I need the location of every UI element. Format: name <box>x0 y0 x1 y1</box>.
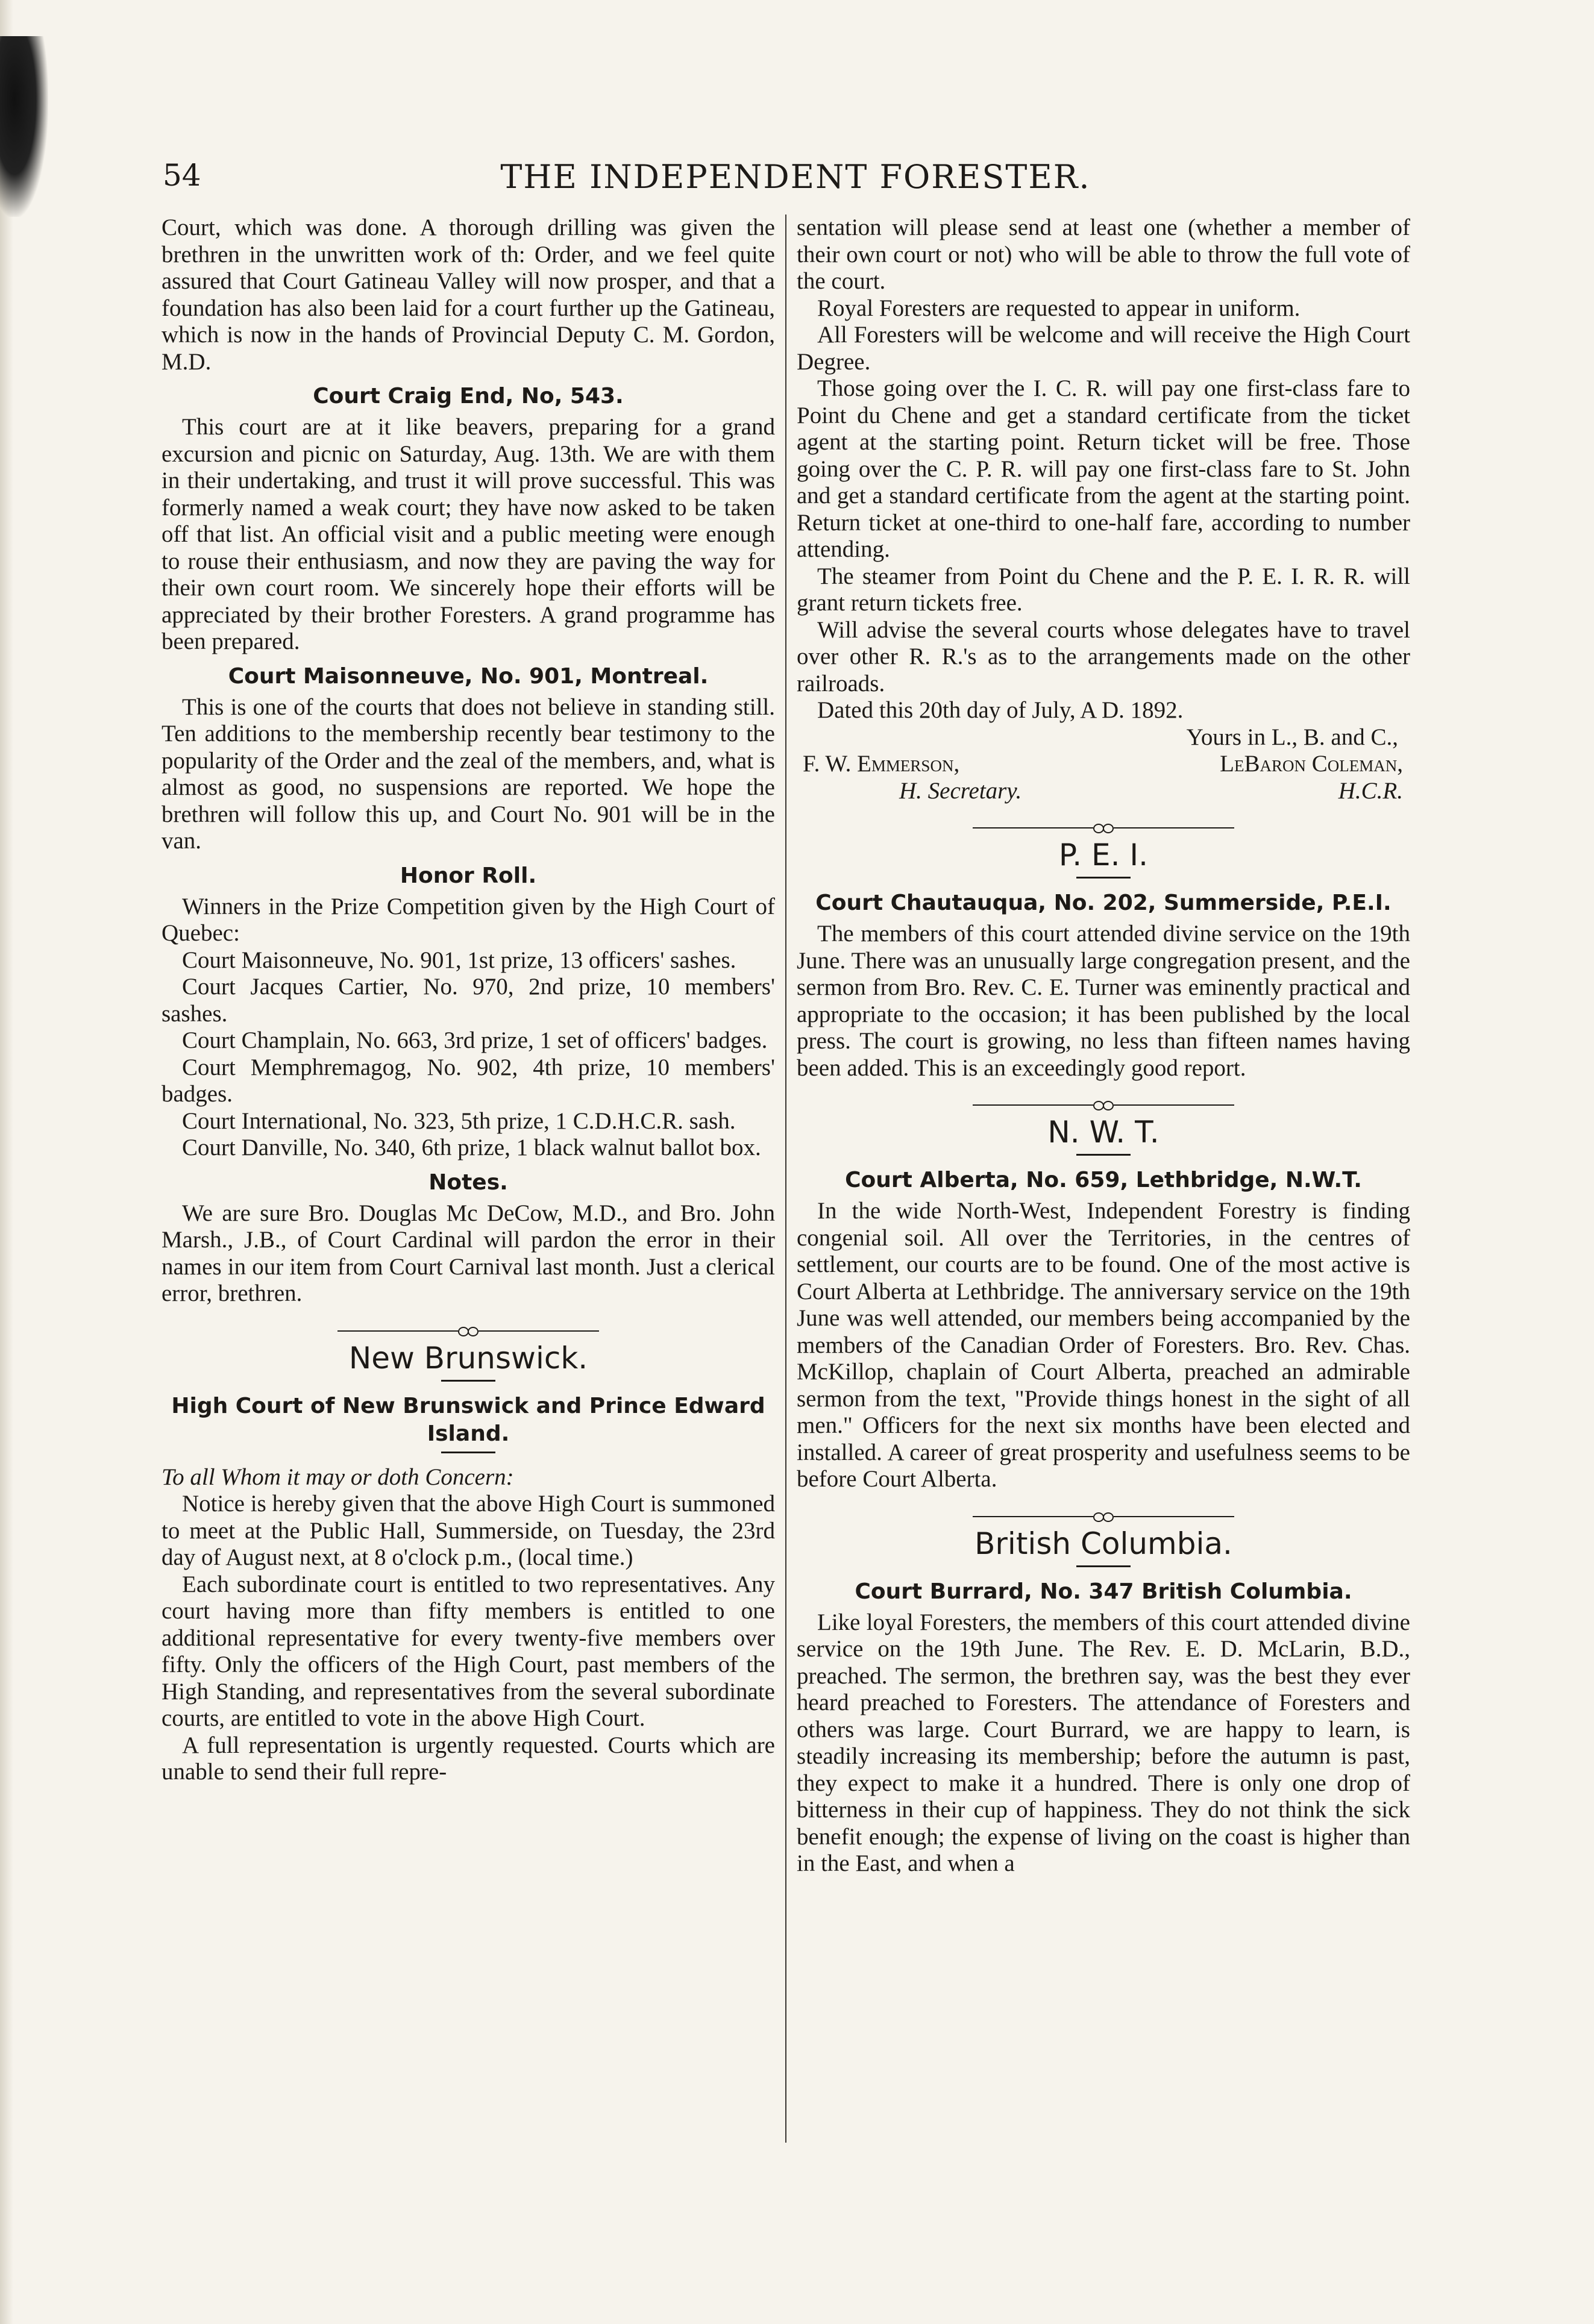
right-column <box>797 215 1410 1878</box>
heading-court-alberta: Court Alberta, No. 659, Lethbridge, N.W.T. <box>845 1168 1362 1192</box>
honor-roll-item: Court Memphremagog, No. 902, 4th prize, 10 members' badges. <box>162 1054 775 1107</box>
paragraph-advise: Will advise the several courts whose delegates have to travel over other R. R.'s as to the arrangements made on the other railroads. <box>797 616 1410 697</box>
paragraph-notice: Notice is hereby given that the above High Court is summoned to meet at the Public Hall, Summerside, on Tuesday, the 23rd day of August next, at 8 o'clock p.m., (local time.) <box>162 1491 775 1570</box>
signature-names <box>797 751 1410 778</box>
paragraph-alberta: In the wide North-West, Independent Forestry is finding congenial soil. All over the Territories, in the centres of settlement, our courts are to be found. One of the most active is Court Alberta at Lethbridge. The anniversary service on the 19th June was well attended, our members being accompanied by the members of the Canadian Order of Foresters. Bro. Rev. Chas. McKillop, chaplain of Court Alberta, preached an admirable sermon from the text, "Provide things honest in the sight of all men." Officers for the next six months have been elected and installed. A career of great prosperity and usefulness seems to be before Court Alberta. <box>797 1198 1410 1492</box>
page-number: 54 <box>163 158 201 193</box>
heading-court-maisonneuve: Court Maisonneuve, No. 901, Montreal. <box>228 663 709 689</box>
title-hcr: H.C.R. <box>1338 777 1403 804</box>
scan-edge-shadow <box>0 0 13 2324</box>
signature-coleman: LeBaron Coleman, <box>1220 751 1403 777</box>
honor-roll-intro: Winners in the Prize Competition given by the High Court of Quebec: <box>162 893 775 946</box>
signature-emmerson: F. W. Emmerson, <box>803 751 960 777</box>
heading-court-burrard: Court Burrard, No. 347 British Columbia. <box>855 1579 1352 1604</box>
paragraph-chautauqua: The members of this court attended divine service on the 19th June. There was an unusually large congregation present, and the sermon from Bro. Rev. C. E. Turner was eminently practical and appropriate to the occasion; it has been published by the local press. The court is growing, no less than fifteen names having been added. This is an exceedingly good report. <box>797 921 1410 1081</box>
honor-roll-item: Court Danville, No. 340, 6th prize, 1 black walnut ballot box. <box>182 1135 761 1160</box>
paragraph-steamer: The steamer from Point du Chene and the P. E. I. R. R. will grant return tickets free. <box>797 563 1410 616</box>
short-rule <box>1076 1565 1131 1567</box>
paragraph-full-representation: A full representation is urgently requested. Courts which are unable to send their full repre- <box>162 1732 775 1785</box>
honor-roll-item: Court Champlain, No. 663, 3rd prize, 1 set of officers' badges. <box>182 1027 768 1053</box>
section-ornament <box>797 813 1410 828</box>
paragraph-gatineau: Court, which was done. A thorough drilling was given the brethren in the unwritten work of th: Order, and we feel quite assured that Court Gatineau Valley will now prosper, and that a foundation has also been laid for a court further up the Gatineau, which is now in the hands of Provincial Deputy C. M. Gordon, M.D. <box>162 215 775 375</box>
section-title-british-columbia: British Columbia. <box>974 1526 1232 1561</box>
paragraph-representatives: Each subordinate court is entitled to two representatives. Any court having more than fifty members is entitled to one additional representative for every twenty-five members over fifty. Only the officers of the High Court, past members of the High Standing, and representatives from the several subordinate courts, are entitled to vote in the above High Court. <box>162 1571 775 1731</box>
left-column <box>162 215 775 1786</box>
closing-salutation: Yours in L., B. and C., <box>1186 724 1398 750</box>
dated-line: Dated this 20th day of July, A D. 1892. <box>817 697 1184 723</box>
title-secretary: H. Secretary. <box>899 777 1022 804</box>
short-rule <box>1076 877 1131 879</box>
honor-roll-item: Court Maisonneuve, No. 901, 1st prize, 13 officers' sashes. <box>182 947 736 973</box>
scan-binding-mark <box>0 36 48 217</box>
section-ornament <box>162 1316 775 1332</box>
short-rule <box>441 1380 495 1382</box>
paragraph-travel: Those going over the I. C. R. will pay one first-class fare to Point du Chene and get a standard certificate from the ticket agent at the starting point. Return ticket will be free. Those going over the C. P. R. will pay one first-class fare to St. John and get a standard certificate from the agent at the starting point. Return ticket at one-third to one-half fare, according to number attending. <box>797 375 1410 562</box>
section-ornament <box>797 1090 1410 1106</box>
column-divider <box>785 215 786 2143</box>
section-title-pei: P. E. I. <box>1058 838 1149 872</box>
paragraph-craig-end: This court are at it like beavers, preparing for a grand excursion and picnic on Saturday, Aug. 13th. We are with them in their undertaking, and trust it will prove successful. This was formerly named a weak court; they have now asked to be taken off that list. An official visit and a public meeting were enough to rouse their enthusiasm, and now they are paving the way for their own court room. We sincerely hope their efforts will be appreciated by their brother Foresters. A grand programme has been prepared. <box>162 414 775 654</box>
page-header <box>163 158 1428 200</box>
short-rule <box>441 1452 495 1453</box>
heading-notes: Notes. <box>428 1170 508 1195</box>
paragraph-notes: We are sure Bro. Douglas Mc DeCow, M.D., and Bro. John Marsh., J.B., of Court Cardinal will pardon the error in their names in our item from Court Carnival last month. Just a clerical error, brethren. <box>162 1200 775 1306</box>
heading-court-chautauqua: Court Chautauqua, No. 202, Summerside, P.E.I. <box>815 891 1392 915</box>
heading-honor-roll: Honor Roll. <box>400 863 537 888</box>
honor-roll-item: Court International, No. 323, 5th prize, 1 C.D.H.C.R. sash. <box>182 1107 736 1134</box>
paragraph-royal-foresters: Royal Foresters are requested to appear in uniform. <box>817 295 1301 321</box>
section-title-new-brunswick: New Brunswick. <box>348 1340 588 1376</box>
honor-roll-item: Court Jacques Cartier, No. 970, 2nd prize, 10 members' sashes. <box>162 974 775 1027</box>
section-ornament <box>797 1502 1410 1517</box>
paragraph-representation-continued: sentation will please send at least one (whether a member of their own court or not) who will be able to throw the full vote of the court. <box>797 215 1410 294</box>
heading-court-craig-end: Court Craig End, No, 543. <box>313 384 624 409</box>
paragraph-burrard: Like loyal Foresters, the members of this court attended divine service on the 19th June. The Rev. E. D. McLarin, B.D., preached. The sermon, the brethren say, was the best they ever heard preached to Foresters. The attendance of Foresters and others was large. Court Burrard, we are happy to learn, is steadily increasing its membership; before the autumn is past, they expect to make it a hundred. There is only one drop of bitterness in their cup of happiness. They do not think the sick benefit enough; the expense of living on the coast is higher than in the East, and when a <box>797 1609 1410 1876</box>
short-rule <box>1076 1154 1131 1156</box>
running-title: THE INDEPENDENT FORESTER. <box>500 158 1091 196</box>
section-title-nwt: N. W. T. <box>1047 1115 1159 1150</box>
salutation: To all Whom it may or doth Concern: <box>162 1464 514 1490</box>
paragraph-maisonneuve: This is one of the courts that does not believe in standing still. Ten additions to the membership recently bear testimony to the popularity of the Order and the zeal of the members, and, what is almost as good, no suspensions are reported. We hope the brethren will follow this up, and Court No. 901 will be in the van. <box>162 694 775 854</box>
heading-high-court: High Court of New Brunswick and Prince Edward Island. <box>171 1393 765 1446</box>
signature-titles <box>797 778 1410 805</box>
paragraph-all-foresters: All Foresters will be welcome and will receive the High Court Degree. <box>797 322 1410 375</box>
